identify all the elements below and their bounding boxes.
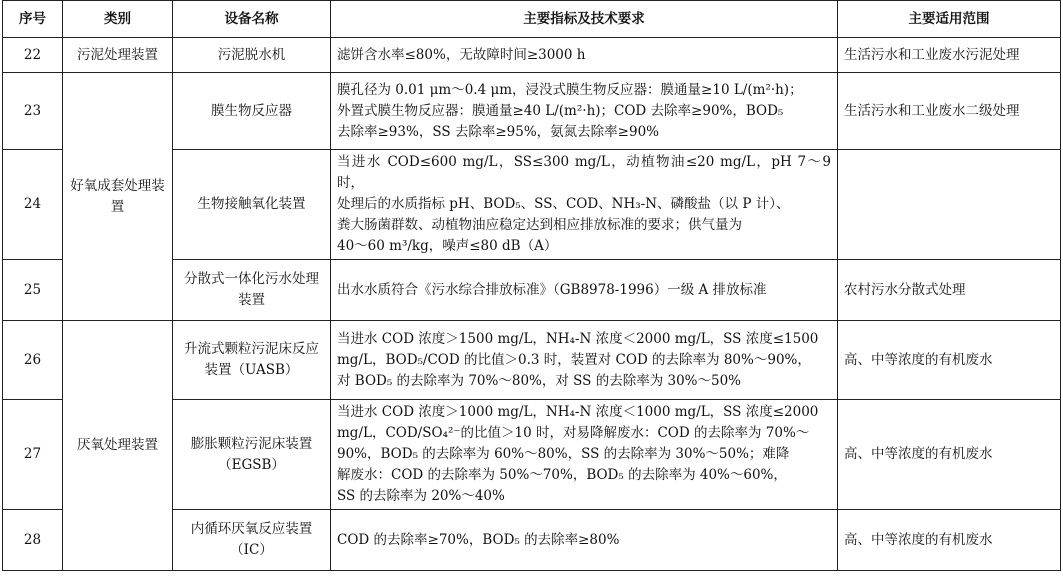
spec-line: COD 的去除率≥70%，BOD₅ 的去除率≥80% (337, 531, 620, 548)
spec-line: 处理后的水质指标 pH、BOD₅、SS、COD、NH₃-N、磷酸盐（以 P 计）、 (337, 196, 790, 212)
spec-line: 滤饼含水率≤80%，无故障时间≥3000 h (337, 46, 586, 63)
scope-cell: 生活污水和工业废水污泥处理 (838, 38, 1061, 73)
spec-cell (331, 38, 838, 73)
spec-cell (331, 260, 838, 321)
spec-line: 解废水：COD 的去除率为 50%～70%，BOD₅ 的去除率为 40%～60%， (337, 467, 787, 483)
header-category: 类别 (63, 1, 173, 38)
spec-line: mg/L，COD/SO₄²⁻的比值＞10 时，对易降解废水：COD 的去除率为 70%～ (337, 425, 810, 441)
device-name: 分散式一体化污水处理装置 (173, 260, 331, 321)
device-name: 内循环厌氧反应装置（IC） (173, 510, 331, 571)
header-spec: 主要指标及技术要求 (331, 1, 838, 38)
header-no: 序号 (3, 1, 63, 38)
spec-line: 外置式膜生物反应器：膜通量≥40 L/(m²·h)；COD 去除率≥90%，BOD₅ (337, 102, 784, 119)
category-cell: 污泥处理装置 (63, 38, 173, 73)
spec-line: 当进水 COD 浓度＞1000 mg/L，NH₄-N 浓度＜1000 mg/L，SS 浓度≤2000 (337, 404, 819, 420)
spec-cell (331, 73, 838, 150)
row-number: 28 (3, 510, 63, 571)
spec-line: 当进水 COD 浓度＞1500 mg/L，NH₄-N 浓度＜2000 mg/L，SS 浓度≤1500 (337, 330, 819, 347)
row-number: 27 (3, 400, 63, 510)
device-name: 升流式颗粒污泥床反应装置（UASB） (173, 321, 331, 400)
spec-cell (331, 150, 838, 260)
row-number: 23 (3, 73, 63, 150)
spec-line: 粪大肠菌群数、动植物油应稳定达到相应排放标准的要求；供气量为 (337, 217, 742, 233)
spec-cell (331, 510, 838, 571)
category-cell: 好氧成套处理装置 (63, 73, 173, 321)
device-name: 膜生物反应器 (173, 73, 331, 150)
spec-cell (331, 400, 838, 510)
scope-cell: 生活污水和工业废水二级处理 (838, 73, 1061, 150)
category-cell: 厌氧处理装置 (63, 321, 173, 571)
table-row (3, 73, 1061, 150)
spec-line: 40～60 m³/kg，噪声≤80 dB（A） (337, 238, 558, 254)
spec-line: 出水水质符合《污水综合排放标准》（GB8978-1996）一级 A 排放标准 (337, 281, 767, 298)
row-number: 24 (3, 150, 63, 260)
device-name: 污泥脱水机 (173, 38, 331, 73)
device-name: 膨胀颗粒污泥床装置（EGSB） (173, 400, 331, 510)
row-number: 26 (3, 321, 63, 400)
equipment-table (2, 0, 1061, 571)
table-row (3, 38, 1061, 73)
header-device: 设备名称 (173, 1, 331, 38)
row-number: 25 (3, 260, 63, 321)
scope-cell (838, 150, 1061, 260)
scope-cell: 高、中等浓度的有机废水 (838, 321, 1061, 400)
row-number: 22 (3, 38, 63, 73)
spec-line: SS 的去除率为 20%～40% (337, 488, 505, 504)
spec-line: mg/L，BOD₅/COD 的比值＞0.3 时，装置对 COD 的去除率为 80%～90%， (337, 351, 811, 368)
spec-line: 当进水 COD≤600 mg/L，SS≤300 mg/L，动植物油≤20 mg/L，pH 7～9 时， (337, 154, 831, 191)
header-row (3, 1, 1061, 38)
scope-cell: 高、中等浓度的有机废水 (838, 510, 1061, 571)
spec-line: 膜孔径为 0.01 μm～0.4 μm，浸没式膜生物反应器：膜通量≥10 L/(m²·h)； (337, 81, 803, 98)
scope-cell: 高、中等浓度的有机废水 (838, 400, 1061, 510)
spec-line: 去除率≥93%，SS 去除率≥95%，氨氮去除率≥90% (337, 123, 660, 140)
device-name: 生物接触氧化装置 (173, 150, 331, 260)
spec-cell (331, 321, 838, 400)
table-row (3, 321, 1061, 400)
header-scope: 主要适用范围 (838, 1, 1061, 38)
scope-cell: 农村污水分散式处理 (838, 260, 1061, 321)
spec-line: 对 BOD₅ 的去除率为 70%～80%，对 SS 的去除率为 30%～50% (337, 372, 742, 389)
spec-line: 90%，BOD₅ 的去除率为 60%～80%，SS 的去除率为 30%～50%；难降 (337, 446, 790, 462)
